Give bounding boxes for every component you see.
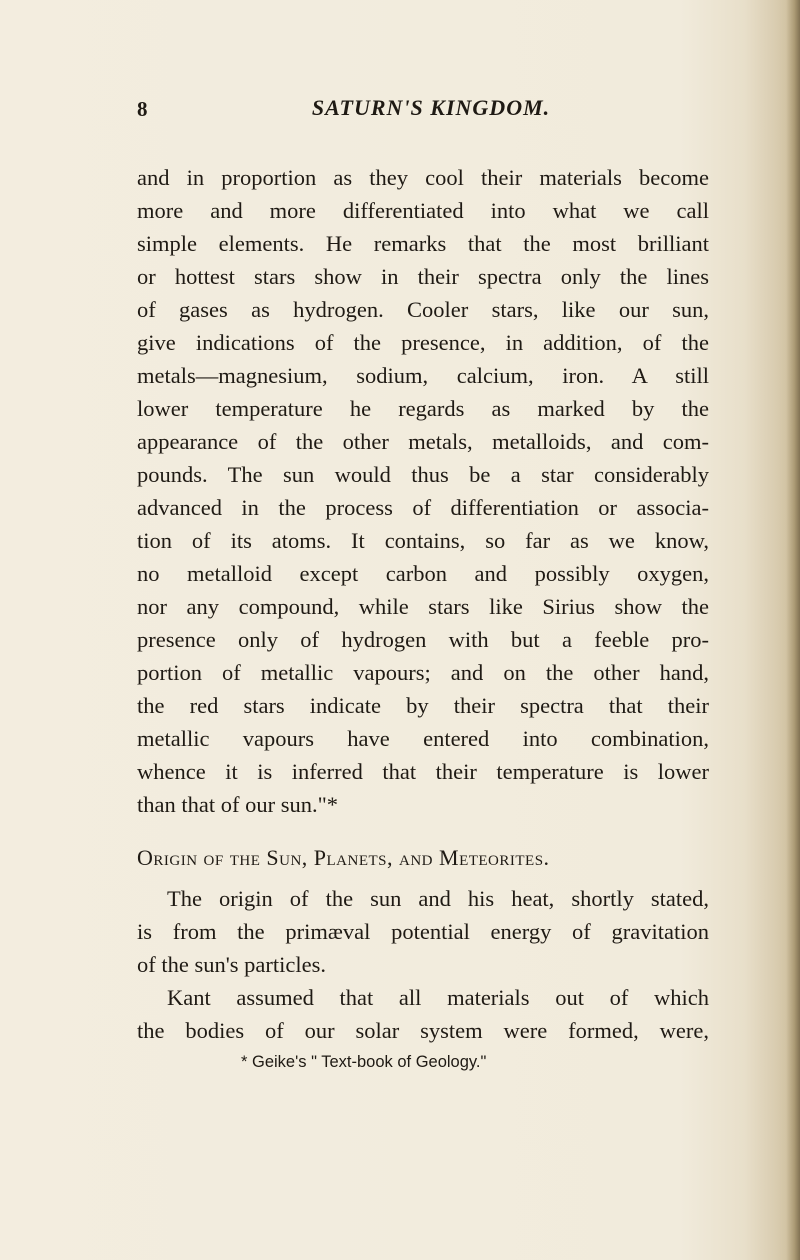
text-line: than that of our sun."* (137, 792, 339, 817)
running-title: SATURN'S KINGDOM. (311, 95, 551, 120)
text-line: nor any compound, while stars like Sirius show the (137, 594, 709, 619)
text-line: advanced in the process of differentiation or associa- (137, 495, 709, 520)
text-line: and in proportion as they cool their materials become (137, 165, 709, 190)
section-heading: Origin of the Sun, Planets, and Meteorites. (137, 845, 550, 870)
text-line: appearance of the other metals, metalloids, and com- (137, 429, 709, 454)
text-line: of the sun's particles. (137, 952, 327, 977)
text-line: or hottest stars show in their spectra only the lines (137, 264, 709, 289)
text-line: portion of metallic vapours; and on the other hand, (137, 660, 709, 685)
text-line: is from the primæval potential energy of gravitation (137, 919, 709, 944)
text-line: The origin of the sun and his heat, shortly stated, (167, 886, 709, 911)
text-line: the red stars indicate by their spectra that their (137, 693, 709, 718)
text-line: tion of its atoms. It contains, so far as we know, (137, 528, 709, 553)
paragraph-2 (137, 882, 709, 981)
text-line: no metalloid except carbon and possibly oxygen, (137, 561, 709, 586)
paragraph-1 (137, 161, 709, 821)
footnote: * Geike's " Text-book of Geology." (241, 1053, 487, 1071)
text-line: of gases as hydrogen. Cooler stars, like our sun, (137, 297, 709, 322)
text-line: lower temperature he regards as marked by the (137, 396, 709, 421)
page-edge-shadow (786, 0, 800, 1260)
text-line: whence it is inferred that their temperature is lower (137, 759, 709, 784)
text-line: metals—magnesium, sodium, calcium, iron. A still (137, 363, 709, 388)
page-number: 8 (137, 97, 148, 121)
text-line: metallic vapours have entered into combination, (137, 726, 709, 751)
text-line: Kant assumed that all materials out of which (167, 985, 709, 1010)
text-line: presence only of hydrogen with but a feeble pro- (137, 627, 709, 652)
text-line: the bodies of our solar system were formed, were, (137, 1018, 709, 1043)
running-head (137, 95, 707, 129)
text-line: give indications of the presence, in addition, of the (137, 330, 709, 355)
body-text (137, 161, 709, 1075)
paragraph-3 (137, 981, 709, 1047)
text-line: pounds. The sun would thus be a star considerably (137, 462, 709, 487)
text-line: more and more differentiated into what we call (137, 198, 709, 223)
text-line: simple elements. He remarks that the most brilliant (137, 231, 709, 256)
